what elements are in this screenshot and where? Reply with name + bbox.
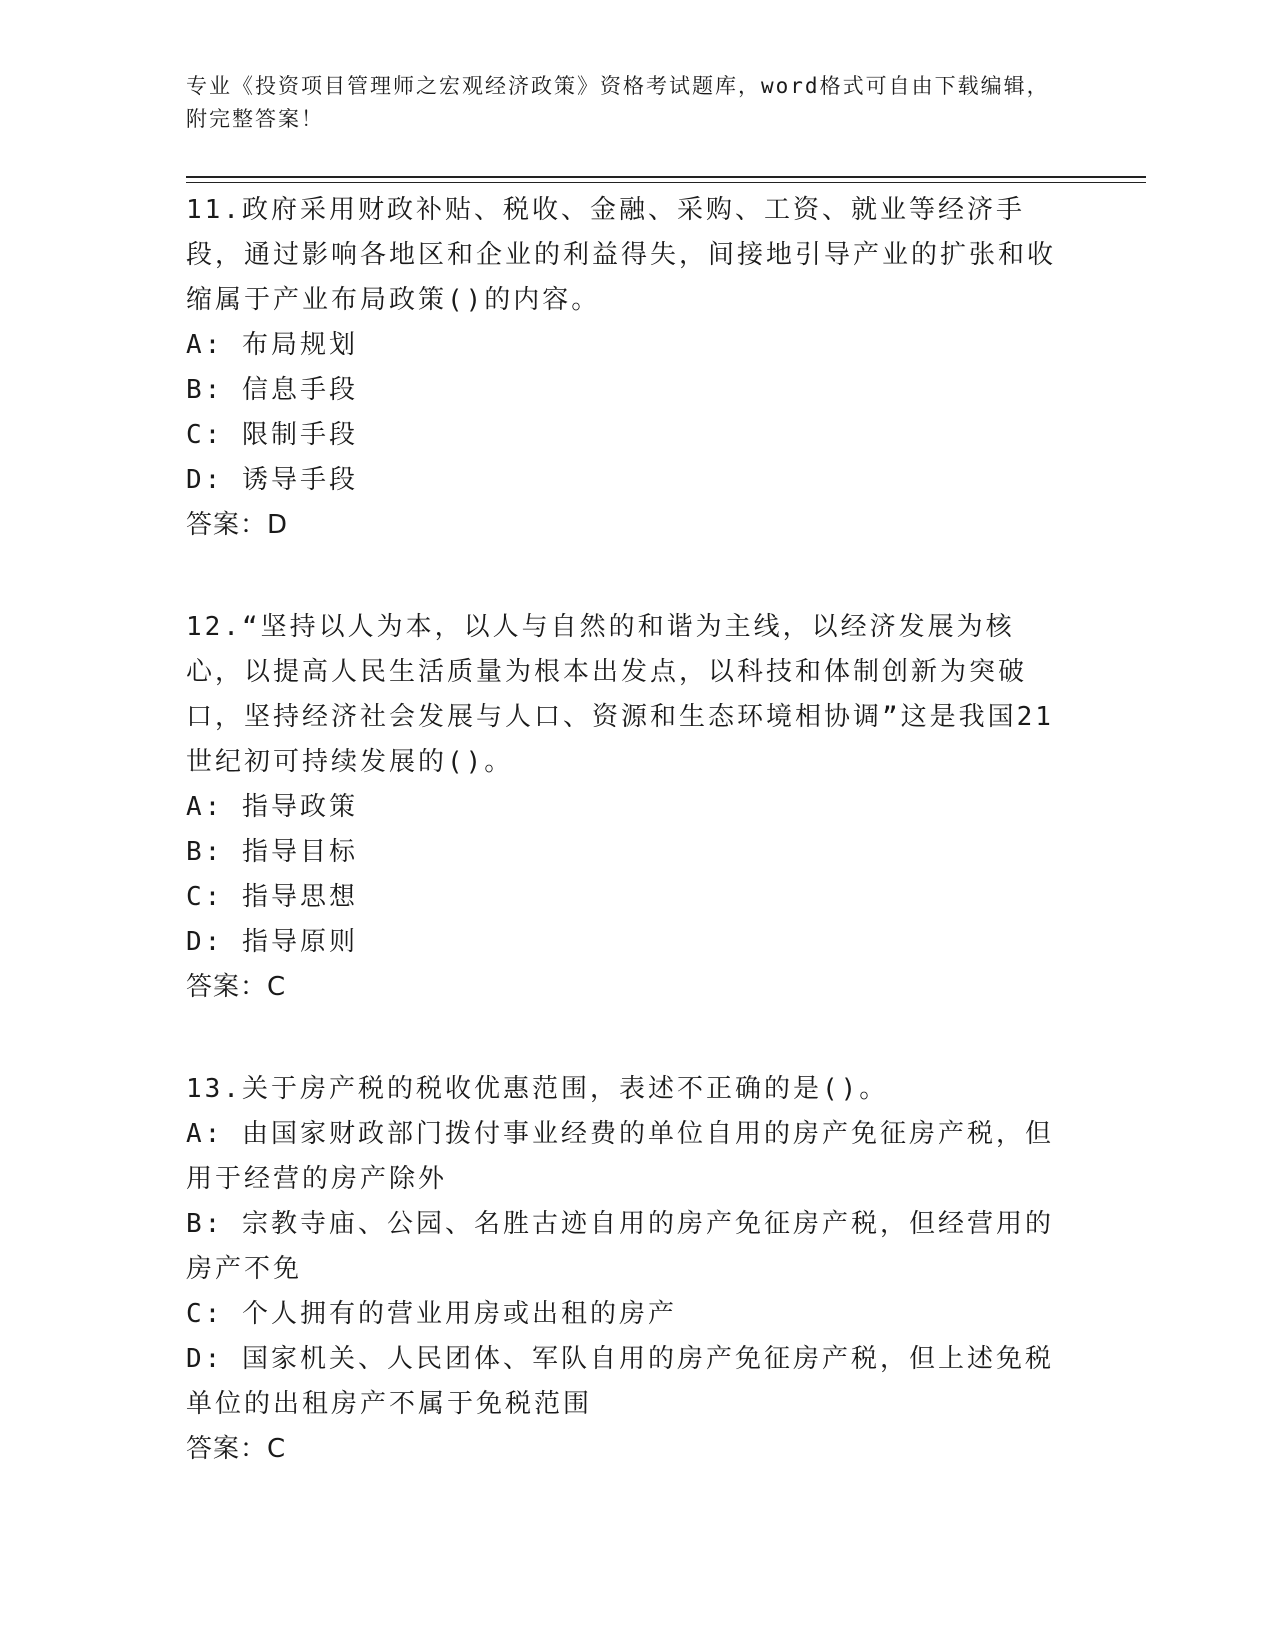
question-item (186, 605, 1066, 1009)
intro-text: 专业《投资项目管理师之宏观经济政策》资格考试题库，word格式可自由下载编辑，附完整答案！ (186, 74, 1050, 131)
option-b: B: 宗教寺庙、公园、名胜古迹自用的房产免征房产税，但经营用的房产不免 (186, 1209, 1054, 1284)
answer-line: 答案：D (186, 510, 289, 540)
option-c: C: 指导思想 (186, 882, 358, 912)
option-b: B: 指导目标 (186, 837, 358, 867)
option-a: A: 由国家财政部门拨付事业经费的单位自用的房产免征房产税，但用于经营的房产除外 (186, 1119, 1054, 1194)
option-d: D: 指导原则 (186, 927, 358, 957)
document-header (186, 70, 1066, 136)
option-d: D: 诱导手段 (186, 465, 358, 495)
answer-line: 答案：C (186, 1434, 287, 1464)
option-d: D: 国家机关、人民团体、军队自用的房产免征房产税，但上述免税单位的出租房产不属于免税范围 (186, 1344, 1054, 1419)
option-a: A: 指导政策 (186, 792, 358, 822)
header-divider (186, 176, 1146, 183)
question-item (186, 1067, 1066, 1471)
option-a: A: 布局规划 (186, 330, 358, 360)
answer-line: 答案：C (186, 972, 287, 1002)
option-c: C: 个人拥有的营业用房或出租的房产 (186, 1299, 677, 1329)
divider-line-thick (186, 176, 1146, 178)
option-b: B: 信息手段 (186, 375, 358, 405)
divider-line-thin (186, 182, 1146, 183)
option-c: C: 限制手段 (186, 420, 358, 450)
question-stem: 11.政府采用财政补贴、税收、金融、采购、工资、就业等经济手段，通过影响各地区和企业的利益得失，间接地引导产业的扩张和收缩属于产业布局政策()的内容。 (186, 195, 1057, 315)
question-stem: 12.“坚持以人为本，以人与自然的和谐为主线，以经济发展为核心，以提高人民生活质量为根本出发点，以科技和体制创新为突破口，坚持经济社会发展与人口、资源和生态环境相协调”这是我国21世纪初可持续发展的()。 (186, 612, 1054, 777)
question-item (186, 188, 1066, 547)
question-stem: 13.关于房产税的税收优惠范围，表述不正确的是()。 (186, 1074, 889, 1104)
question-list (186, 188, 1066, 1529)
